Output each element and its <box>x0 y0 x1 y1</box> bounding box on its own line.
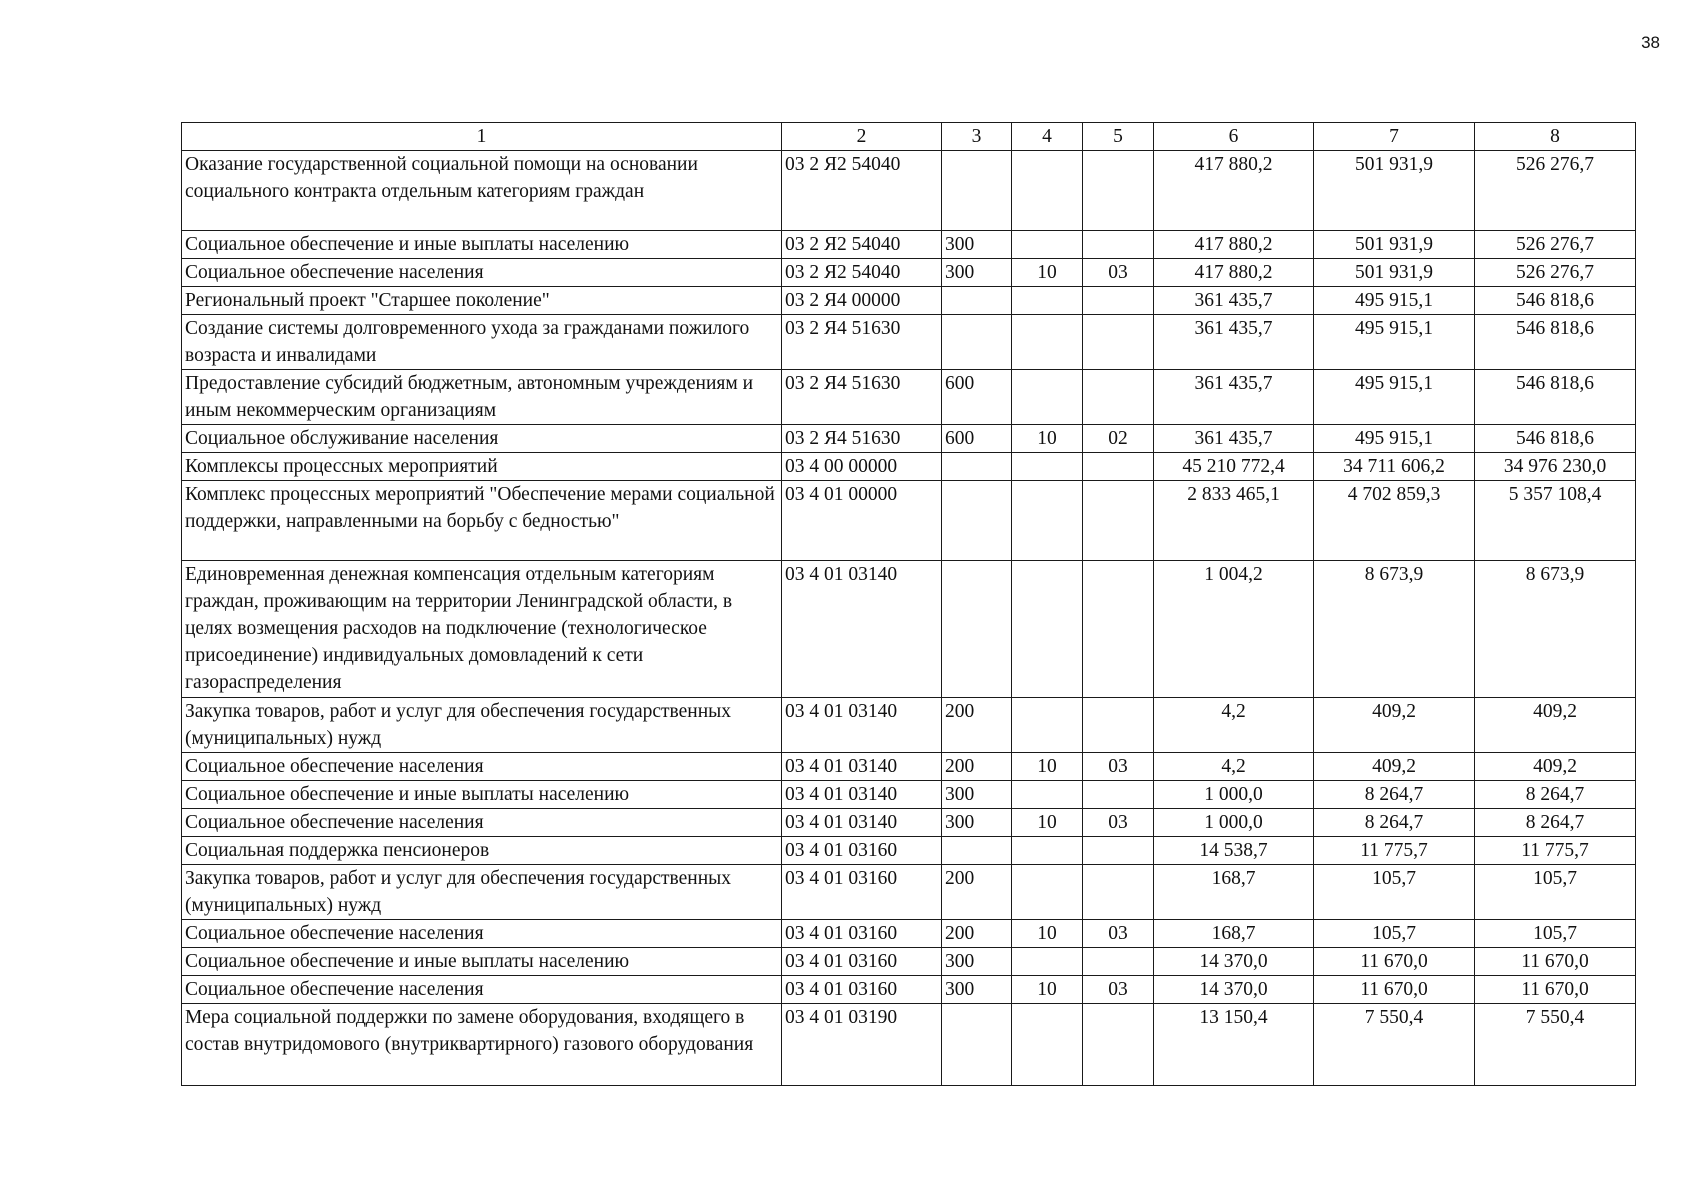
amount-col7: 8 264,7 <box>1314 809 1475 837</box>
expense-type: 200 <box>942 698 1012 753</box>
section: 10 <box>1012 976 1083 1004</box>
subsection: 03 <box>1083 920 1154 948</box>
expense-type <box>942 315 1012 370</box>
section: 10 <box>1012 259 1083 287</box>
expense-type <box>942 561 1012 698</box>
subsection <box>1083 561 1154 698</box>
target-code: 03 4 01 00000 <box>782 481 942 561</box>
expense-type <box>942 151 1012 231</box>
target-code: 03 4 01 03140 <box>782 753 942 781</box>
item-name: Мера социальной поддержки по замене оборудования, входящего в состав внутридомового (внутриквартирного) газового оборудования <box>182 1004 782 1086</box>
amount-col8: 5 357 108,4 <box>1475 481 1636 561</box>
target-code: 03 2 Я2 54040 <box>782 151 942 231</box>
item-name: Социальное обеспечение населения <box>182 809 782 837</box>
amount-col7: 4 702 859,3 <box>1314 481 1475 561</box>
subsection <box>1083 865 1154 920</box>
expense-type: 300 <box>942 781 1012 809</box>
section: 10 <box>1012 809 1083 837</box>
amount-col6: 45 210 772,4 <box>1154 453 1314 481</box>
amount-col8: 7 550,4 <box>1475 1004 1636 1086</box>
amount-col7: 409,2 <box>1314 698 1475 753</box>
target-code: 03 4 01 03140 <box>782 809 942 837</box>
amount-col8: 526 276,7 <box>1475 231 1636 259</box>
column-header: 7 <box>1314 123 1475 151</box>
table-row <box>182 425 1636 453</box>
section: 10 <box>1012 753 1083 781</box>
table-row <box>182 837 1636 865</box>
item-name: Социальное обеспечение и иные выплаты населению <box>182 231 782 259</box>
amount-col7: 105,7 <box>1314 865 1475 920</box>
section <box>1012 151 1083 231</box>
amount-col8: 105,7 <box>1475 865 1636 920</box>
subsection <box>1083 151 1154 231</box>
item-name: Комплекс процессных мероприятий "Обеспечение мерами социальной поддержки, направленными на борьбу с бедностью" <box>182 481 782 561</box>
target-code: 03 4 01 03190 <box>782 1004 942 1086</box>
amount-col8: 8 264,7 <box>1475 781 1636 809</box>
target-code: 03 4 01 03160 <box>782 976 942 1004</box>
column-header: 1 <box>182 123 782 151</box>
amount-col8: 546 818,6 <box>1475 287 1636 315</box>
section <box>1012 561 1083 698</box>
target-code: 03 2 Я4 00000 <box>782 287 942 315</box>
amount-col7: 8 264,7 <box>1314 781 1475 809</box>
expense-type: 600 <box>942 370 1012 425</box>
amount-col8: 409,2 <box>1475 698 1636 753</box>
expense-type: 300 <box>942 231 1012 259</box>
expense-type <box>942 481 1012 561</box>
amount-col7: 11 775,7 <box>1314 837 1475 865</box>
amount-col7: 7 550,4 <box>1314 1004 1475 1086</box>
table-row <box>182 809 1636 837</box>
table-row <box>182 698 1636 753</box>
amount-col7: 8 673,9 <box>1314 561 1475 698</box>
section <box>1012 865 1083 920</box>
amount-col8: 11 670,0 <box>1475 948 1636 976</box>
subsection <box>1083 315 1154 370</box>
table-row <box>182 561 1636 698</box>
target-code: 03 2 Я2 54040 <box>782 259 942 287</box>
section <box>1012 781 1083 809</box>
section <box>1012 948 1083 976</box>
page-number: 38 <box>1641 33 1660 52</box>
table-row <box>182 453 1636 481</box>
amount-col6: 4,2 <box>1154 698 1314 753</box>
expense-type: 300 <box>942 948 1012 976</box>
expense-type: 200 <box>942 865 1012 920</box>
subsection <box>1083 231 1154 259</box>
item-name: Комплексы процессных мероприятий <box>182 453 782 481</box>
amount-col8: 546 818,6 <box>1475 315 1636 370</box>
section: 10 <box>1012 425 1083 453</box>
amount-col6: 1 000,0 <box>1154 781 1314 809</box>
amount-col6: 13 150,4 <box>1154 1004 1314 1086</box>
table-row <box>182 948 1636 976</box>
amount-col6: 361 435,7 <box>1154 370 1314 425</box>
table-row <box>182 231 1636 259</box>
amount-col6: 361 435,7 <box>1154 425 1314 453</box>
expense-type: 200 <box>942 753 1012 781</box>
amount-col7: 501 931,9 <box>1314 231 1475 259</box>
expense-type: 200 <box>942 920 1012 948</box>
section <box>1012 370 1083 425</box>
item-name: Социальное обеспечение и иные выплаты населению <box>182 948 782 976</box>
subsection <box>1083 370 1154 425</box>
amount-col8: 105,7 <box>1475 920 1636 948</box>
item-name: Создание системы долговременного ухода за гражданами пожилого возраста и инвалидами <box>182 315 782 370</box>
section <box>1012 837 1083 865</box>
amount-col8: 546 818,6 <box>1475 425 1636 453</box>
amount-col7: 501 931,9 <box>1314 259 1475 287</box>
amount-col7: 495 915,1 <box>1314 425 1475 453</box>
amount-col7: 495 915,1 <box>1314 287 1475 315</box>
target-code: 03 2 Я4 51630 <box>782 315 942 370</box>
subsection <box>1083 1004 1154 1086</box>
amount-col6: 417 880,2 <box>1154 151 1314 231</box>
expense-type: 300 <box>942 259 1012 287</box>
target-code: 03 4 01 03160 <box>782 920 942 948</box>
target-code: 03 4 01 03140 <box>782 781 942 809</box>
expense-type <box>942 453 1012 481</box>
item-name: Закупка товаров, работ и услуг для обеспечения государственных (муниципальных) нужд <box>182 865 782 920</box>
target-code: 03 2 Я2 54040 <box>782 231 942 259</box>
subsection: 03 <box>1083 753 1154 781</box>
subsection <box>1083 453 1154 481</box>
column-header: 3 <box>942 123 1012 151</box>
target-code: 03 4 01 03140 <box>782 561 942 698</box>
table-row <box>182 920 1636 948</box>
table-row <box>182 151 1636 231</box>
expense-type <box>942 1004 1012 1086</box>
table-row <box>182 976 1636 1004</box>
amount-col8: 546 818,6 <box>1475 370 1636 425</box>
amount-col8: 8 673,9 <box>1475 561 1636 698</box>
amount-col6: 168,7 <box>1154 920 1314 948</box>
subsection <box>1083 481 1154 561</box>
table-row <box>182 1004 1636 1086</box>
amount-col7: 105,7 <box>1314 920 1475 948</box>
subsection <box>1083 287 1154 315</box>
table-row <box>182 865 1636 920</box>
amount-col8: 11 775,7 <box>1475 837 1636 865</box>
column-header: 2 <box>782 123 942 151</box>
subsection: 03 <box>1083 259 1154 287</box>
target-code: 03 4 01 03160 <box>782 837 942 865</box>
item-name: Единовременная денежная компенсация отдельным категориям граждан, проживающим на территории Ленинградской области, в целях возмещения расходов на подключение (технологическое присоединение) индивидуальных домовладений к сети газораспределения <box>182 561 782 698</box>
column-header: 5 <box>1083 123 1154 151</box>
subsection <box>1083 948 1154 976</box>
item-name: Оказание государственной социальной помощи на основании социального контракта отдельным категориям граждан <box>182 151 782 231</box>
subsection <box>1083 781 1154 809</box>
item-name: Социальная поддержка пенсионеров <box>182 837 782 865</box>
section: 10 <box>1012 920 1083 948</box>
table-row <box>182 287 1636 315</box>
amount-col6: 1 000,0 <box>1154 809 1314 837</box>
target-code: 03 4 01 03160 <box>782 948 942 976</box>
column-header: 8 <box>1475 123 1636 151</box>
amount-col6: 2 833 465,1 <box>1154 481 1314 561</box>
amount-col7: 501 931,9 <box>1314 151 1475 231</box>
amount-col6: 361 435,7 <box>1154 287 1314 315</box>
target-code: 03 2 Я4 51630 <box>782 425 942 453</box>
amount-col6: 14 370,0 <box>1154 948 1314 976</box>
section <box>1012 315 1083 370</box>
amount-col6: 417 880,2 <box>1154 259 1314 287</box>
amount-col8: 11 670,0 <box>1475 976 1636 1004</box>
item-name: Закупка товаров, работ и услуг для обеспечения государственных (муниципальных) нужд <box>182 698 782 753</box>
expense-type <box>942 287 1012 315</box>
section <box>1012 231 1083 259</box>
amount-col6: 417 880,2 <box>1154 231 1314 259</box>
table-row <box>182 259 1636 287</box>
table-row <box>182 753 1636 781</box>
amount-col6: 361 435,7 <box>1154 315 1314 370</box>
amount-col7: 34 711 606,2 <box>1314 453 1475 481</box>
item-name: Социальное обеспечение населения <box>182 976 782 1004</box>
subsection <box>1083 698 1154 753</box>
amount-col7: 409,2 <box>1314 753 1475 781</box>
column-header: 4 <box>1012 123 1083 151</box>
item-name: Социальное обеспечение и иные выплаты населению <box>182 781 782 809</box>
amount-col8: 409,2 <box>1475 753 1636 781</box>
amount-col6: 168,7 <box>1154 865 1314 920</box>
item-name: Социальное обеспечение населения <box>182 753 782 781</box>
section <box>1012 481 1083 561</box>
table-row <box>182 781 1636 809</box>
target-code: 03 4 00 00000 <box>782 453 942 481</box>
section <box>1012 698 1083 753</box>
table-row <box>182 481 1636 561</box>
target-code: 03 4 01 03140 <box>782 698 942 753</box>
amount-col6: 1 004,2 <box>1154 561 1314 698</box>
item-name: Предоставление субсидий бюджетным, автономным учреждениям и иным некоммерческим организациям <box>182 370 782 425</box>
expense-type: 300 <box>942 809 1012 837</box>
target-code: 03 2 Я4 51630 <box>782 370 942 425</box>
amount-col8: 526 276,7 <box>1475 151 1636 231</box>
column-header: 6 <box>1154 123 1314 151</box>
amount-col6: 14 370,0 <box>1154 976 1314 1004</box>
subsection: 02 <box>1083 425 1154 453</box>
amount-col7: 11 670,0 <box>1314 976 1475 1004</box>
subsection: 03 <box>1083 809 1154 837</box>
amount-col6: 4,2 <box>1154 753 1314 781</box>
subsection <box>1083 837 1154 865</box>
section <box>1012 287 1083 315</box>
target-code: 03 4 01 03160 <box>782 865 942 920</box>
item-name: Социальное обслуживание населения <box>182 425 782 453</box>
amount-col7: 495 915,1 <box>1314 315 1475 370</box>
section <box>1012 1004 1083 1086</box>
table-row <box>182 370 1636 425</box>
subsection: 03 <box>1083 976 1154 1004</box>
column-number-row <box>182 123 1636 151</box>
amount-col7: 495 915,1 <box>1314 370 1475 425</box>
expense-type <box>942 837 1012 865</box>
amount-col8: 8 264,7 <box>1475 809 1636 837</box>
item-name: Социальное обеспечение населения <box>182 920 782 948</box>
amount-col7: 11 670,0 <box>1314 948 1475 976</box>
expense-type: 600 <box>942 425 1012 453</box>
amount-col8: 34 976 230,0 <box>1475 453 1636 481</box>
amount-col8: 526 276,7 <box>1475 259 1636 287</box>
item-name: Социальное обеспечение населения <box>182 259 782 287</box>
budget-table <box>181 122 1636 1086</box>
expense-type: 300 <box>942 976 1012 1004</box>
item-name: Региональный проект "Старшее поколение" <box>182 287 782 315</box>
section <box>1012 453 1083 481</box>
amount-col6: 14 538,7 <box>1154 837 1314 865</box>
table-row <box>182 315 1636 370</box>
